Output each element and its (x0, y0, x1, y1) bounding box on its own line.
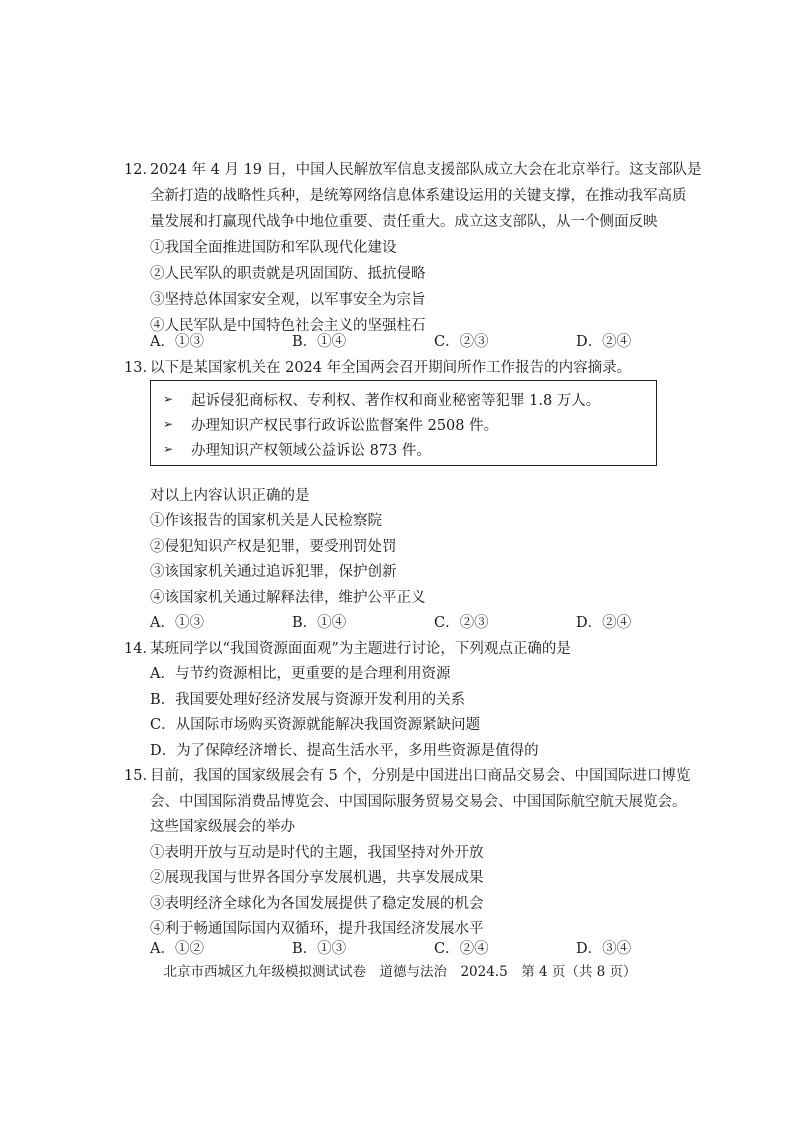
question-stem-line: 会、中国国际消费品博览会、中国国际服务贸易交易会、中国国际航空航天展览会。 (150, 794, 687, 810)
option-c: C．从国际市场购买资源就能解决我国资源紧缺问题 (150, 717, 481, 733)
statement: ①我国全面推进国防和军队现代化建设 (150, 240, 397, 256)
statement: ②侵犯知识产权是犯罪，要受刑罚处罚 (150, 539, 397, 555)
excerpt-item: 办理知识产权民事行政诉讼监督案件 2508 件。 (191, 418, 499, 434)
question-stem: 某班同学以“我国资源面面观”为主题进行讨论，下列观点正确的是 (150, 641, 571, 657)
question-number: 12． (124, 162, 157, 178)
question-stem-line: 这些国家级展会的举办 (150, 819, 295, 835)
option-c: C．②③ (434, 334, 489, 350)
arrow-bullet-icon: ➢ (163, 417, 174, 431)
option-b: B．①④ (292, 334, 347, 350)
option-b: B．①③ (292, 941, 347, 957)
option-d: D．为了保障经济增长、提高生活水平，多用些资源是值得的 (150, 743, 539, 759)
question-number: 13． (124, 360, 157, 376)
statement: ④利于畅通国际国内双循环，提升我国经济发展水平 (150, 921, 484, 937)
option-b: B．①④ (292, 615, 347, 631)
option-c: C．②④ (434, 941, 489, 957)
excerpt-item: 起诉侵犯商标权、专利权、著作权和商业秘密等犯罪 1.8 万人。 (191, 393, 601, 409)
question-stem-line: 目前，我国的国家级展会有 5 个，分别是中国进出口商品交易会、中国国际进口博览 (150, 768, 691, 784)
option-c: C．②③ (434, 615, 489, 631)
statement: ②展现我国与世界各国分享发展机遇，共享发展成果 (150, 870, 484, 886)
arrow-bullet-icon: ➢ (163, 392, 174, 406)
statement: ④该国家机关通过解释法律，维护公平正义 (150, 590, 426, 606)
page-footer: 北京市西城区九年级模拟测试试卷 道德与法治 2024.5 第 4 页（共 8 页） (163, 964, 637, 980)
statement: ①表明开放与互动是时代的主题，我国坚持对外开放 (150, 845, 484, 861)
option-b: B．我国要处理好经济发展与资源开发利用的关系 (150, 692, 466, 708)
excerpt-box (150, 380, 657, 466)
statement: ②人民军队的职责就是巩固国防、抵抗侵略 (150, 266, 426, 282)
question-stem-line: 量发展和打赢现代战争中地位重要、责任重大。成立这支部队，从一个侧面反映 (150, 214, 658, 230)
question-prompt: 对以上内容认识正确的是 (150, 488, 310, 504)
statement: ③坚持总体国家安全观，以军事安全为宗旨 (150, 292, 426, 308)
question-stem-line: 2024 年 4 月 19 日，中国人民解放军信息支援部队成立大会在北京举行。这支部队是 (150, 162, 702, 178)
option-a: A．①③ (150, 334, 204, 350)
statement: ③表明经济全球化为各国发展提供了稳定发展的机会 (150, 896, 484, 912)
option-d: D．③④ (576, 941, 632, 957)
arrow-bullet-icon: ➢ (163, 442, 174, 456)
option-a: A．与节约资源相比，更重要的是合理利用资源 (150, 666, 451, 682)
option-a: A．①③ (150, 615, 204, 631)
question-number: 15． (124, 768, 157, 784)
option-d: D．②④ (576, 334, 632, 350)
statement: ③该国家机关通过追诉犯罪，保护创新 (150, 564, 397, 580)
question-stem: 以下是某国家机关在 2024 年全国两会召开期间所作工作报告的内容摘录。 (150, 360, 632, 376)
statement: ①作该报告的国家机关是人民检察院 (150, 513, 382, 529)
question-stem-line: 全新打造的战略性兵种，是统筹网络信息体系建设运用的关键支撑，在推动我军高质 (150, 188, 687, 204)
option-a: A．①② (150, 941, 204, 957)
excerpt-item: 办理知识产权领域公益诉讼 873 件。 (191, 443, 431, 459)
option-d: D．②④ (576, 615, 632, 631)
statement: ④人民军队是中国特色社会主义的坚强柱石 (150, 318, 426, 334)
question-number: 14． (124, 641, 157, 657)
